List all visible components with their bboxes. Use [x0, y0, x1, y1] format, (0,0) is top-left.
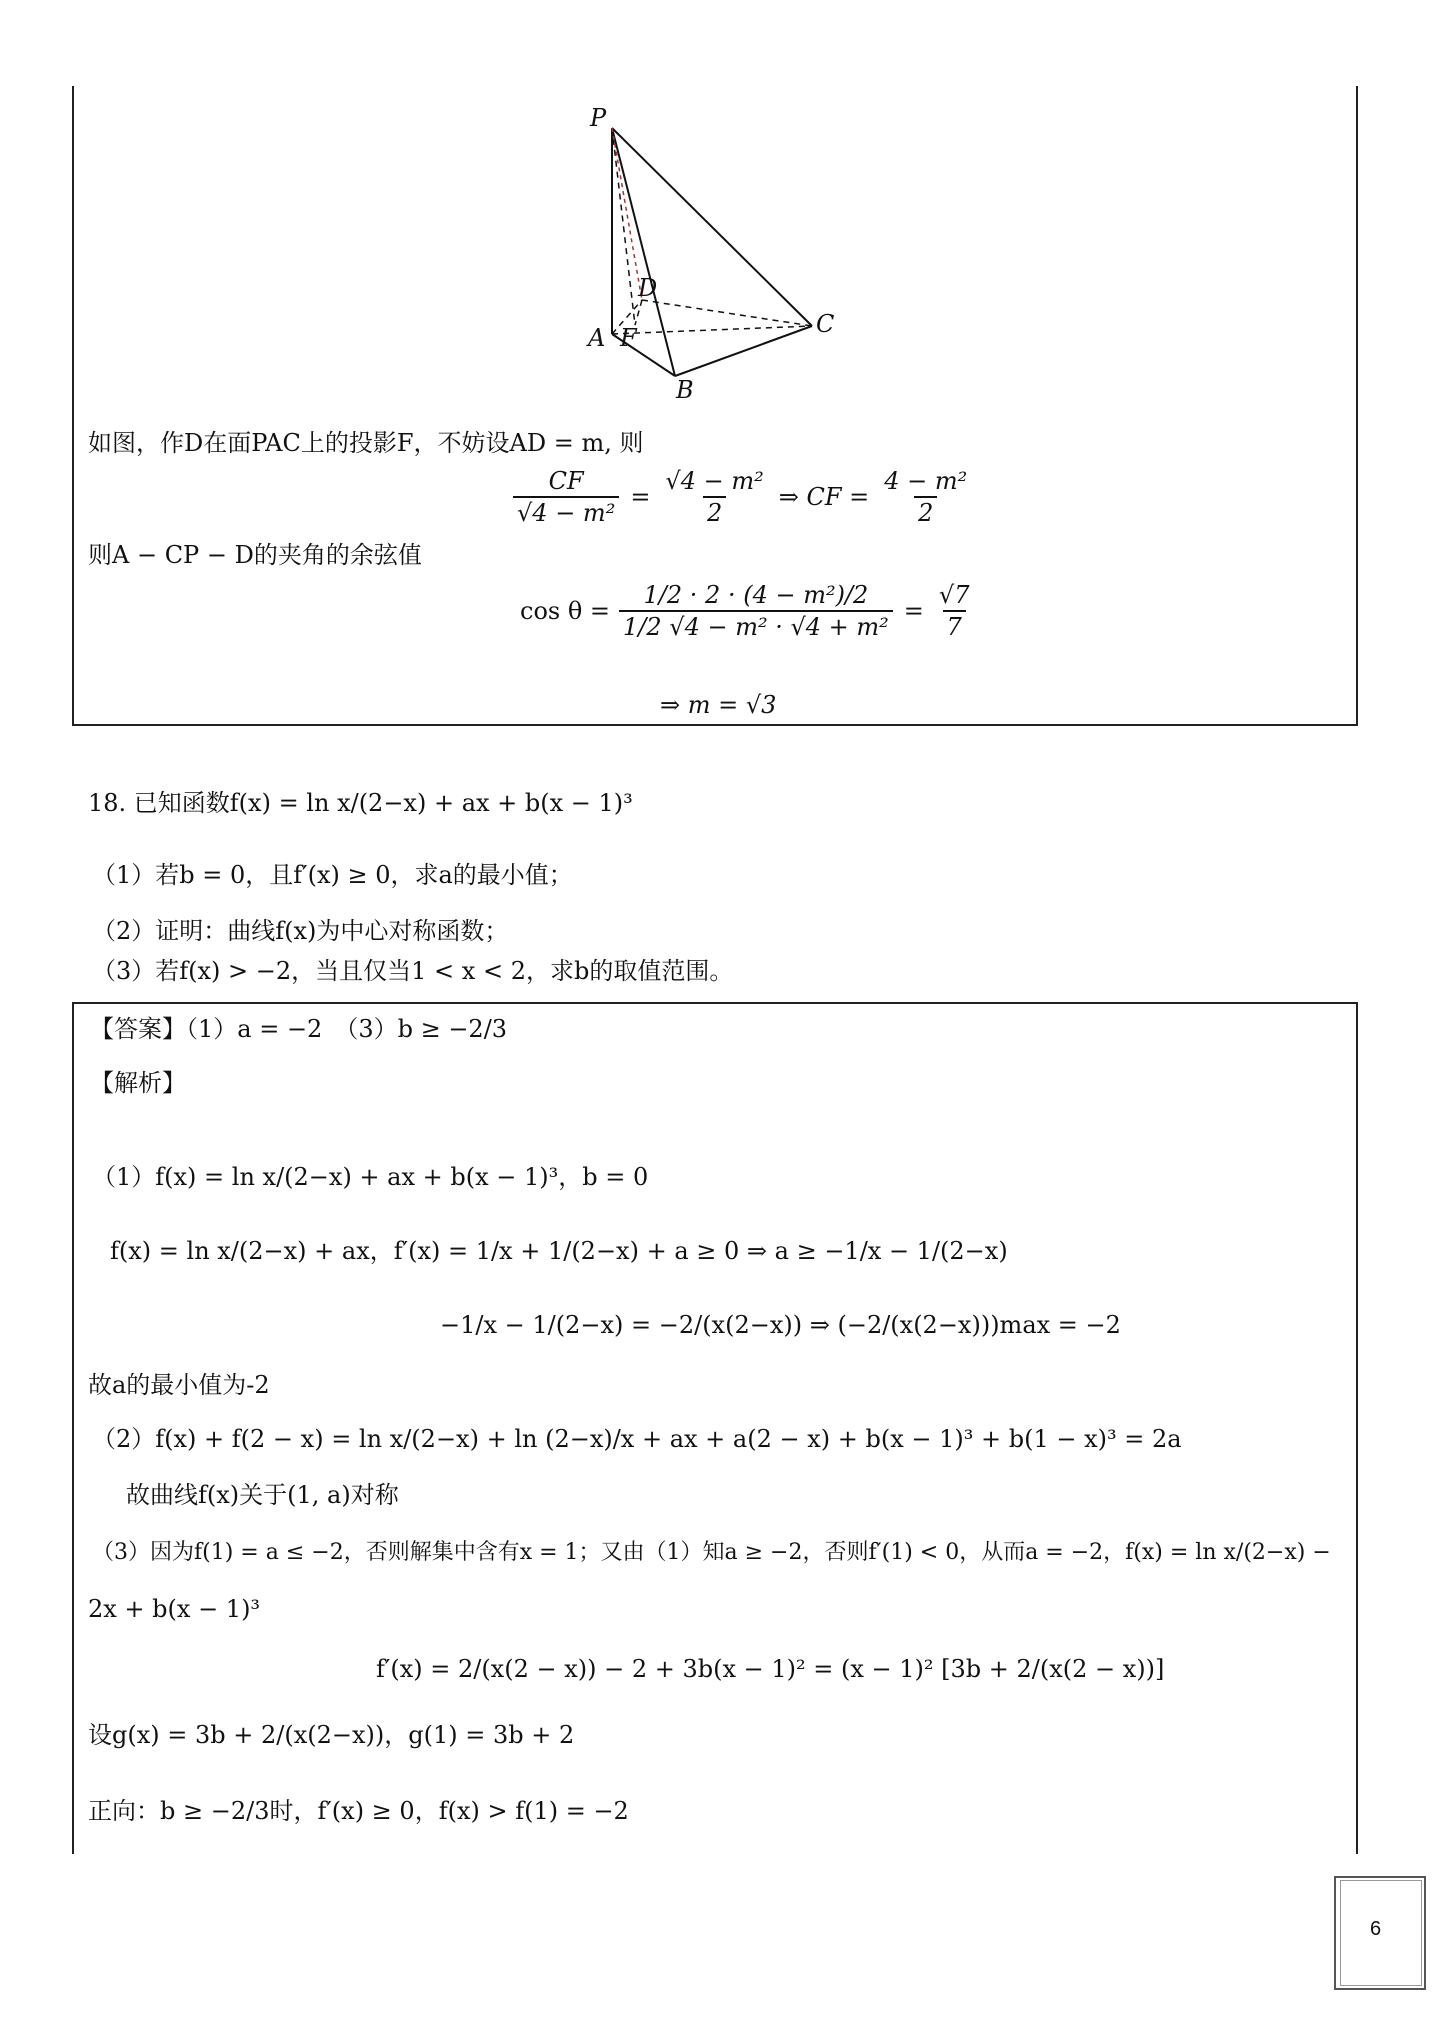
analysis-label: 【解析】 [90, 1069, 186, 1097]
eq1-right-num: √4 − m² [665, 467, 764, 495]
eq1-arrow: ⇒ CF = [778, 483, 870, 511]
problem18-q1: （1）若b = 0，且f′(x) ≥ 0，求a的最小值； [92, 861, 573, 889]
eq1-left-den: √4 − m² [513, 496, 619, 528]
eq1-right-den: 2 [703, 496, 726, 528]
answer-line: 【答案】（1）a = −2 （3）b ≥ −2/3 [90, 1015, 508, 1043]
label-D: D [638, 274, 658, 302]
p2-line1: （2）f(x) + f(2 − x) = ln x/(2−x) + ln (2−x)/x + ax + a(2 − x) + b(x − 1)³ + b(1 − x)³ = 2a [92, 1425, 1182, 1453]
p3-line2: 2x + b(x − 1)³ [88, 1595, 261, 1623]
label-C: C [816, 310, 835, 338]
p1-line1: （1）f(x) = ln x/(2−x) + ax + b(x − 1)³，b = 0 [92, 1163, 649, 1191]
sol17-cos-eq [520, 580, 976, 642]
sol17-line1: 如图，作D在面PAC上的投影F，不妨设AD = m, 则 [88, 429, 644, 457]
label-P: P [590, 104, 607, 132]
edge-BC [675, 326, 812, 376]
problem18-q3: （3）若f(x) > −2，当且仅当1 < x < 2，求b的取值范围。 [92, 957, 734, 985]
edge-PF [612, 128, 635, 325]
cos-eq: = [903, 597, 924, 625]
p1-line3: −1/x − 1/(2−x) = −2/(x(2−x)) ⇒ (−2/(x(2−x)))max = −2 [440, 1311, 1121, 1339]
label-A: A [588, 324, 606, 352]
eq1-mid: = [630, 483, 651, 511]
problem18-stem: 18. 已知函数f(x) = ln x/(2−x) + ax + b(x − 1)³ [88, 789, 633, 817]
cos-den: 1/2 √4 − m² · √4 + m² [619, 610, 893, 642]
sol17-conclusion: ⇒ m = √3 [660, 691, 777, 719]
problem18-q2: （2）证明：曲线f(x)为中心对称函数； [92, 917, 509, 945]
p1-line4: 故a的最小值为-2 [88, 1371, 270, 1399]
label-F: F [620, 324, 637, 352]
p3-line5: 正向：b ≥ −2/3时，f′(x) ≥ 0，f(x) > f(1) = −2 [88, 1797, 629, 1825]
p1-line2: f(x) = ln x/(2−x) + ax，f′(x) = 1/x + 1/(2−x) + a ≥ 0 ⇒ a ≥ −1/x − 1/(2−x) [110, 1237, 1008, 1265]
p3-line3: f′(x) = 2/(x(2 − x)) − 2 + 3b(x − 1)² = (x − 1)² [3b + 2/(x(2 − x))] [376, 1655, 1165, 1683]
page-number: 6 [1370, 1918, 1382, 1940]
p2-line2: 故曲线f(x)关于(1, a)对称 [126, 1481, 399, 1509]
cos-num: 1/2 · 2 · (4 − m²)/2 [643, 581, 869, 609]
eq1-left-num: CF [548, 467, 584, 495]
eq1-res-den: 2 [914, 496, 937, 528]
cos-res-num: √7 [938, 581, 970, 609]
edge-AC [612, 326, 812, 334]
edge-DC [642, 300, 812, 326]
eq1-res-num: 4 − m² [884, 467, 968, 495]
label-B: B [676, 376, 694, 400]
cos-res-den: 7 [943, 610, 966, 642]
sol17-line2: 则A − CP − D的夹角的余弦值 [88, 541, 422, 569]
p3-line1: （3）因为f(1) = a ≤ −2，否则解集中含有x = 1；又由（1）知a ≥ −2，否则f′(1) < 0，从而a = −2，f(x) = ln x/(2−x) − [92, 1540, 1331, 1565]
cos-label: cos θ = [520, 597, 611, 625]
p3-line4: 设g(x) = 3b + 2/(x(2−x))，g(1) = 3b + 2 [88, 1721, 575, 1749]
sol17-eq1 [510, 466, 974, 528]
pyramid-figure [580, 100, 880, 400]
edge-DF [635, 300, 642, 325]
